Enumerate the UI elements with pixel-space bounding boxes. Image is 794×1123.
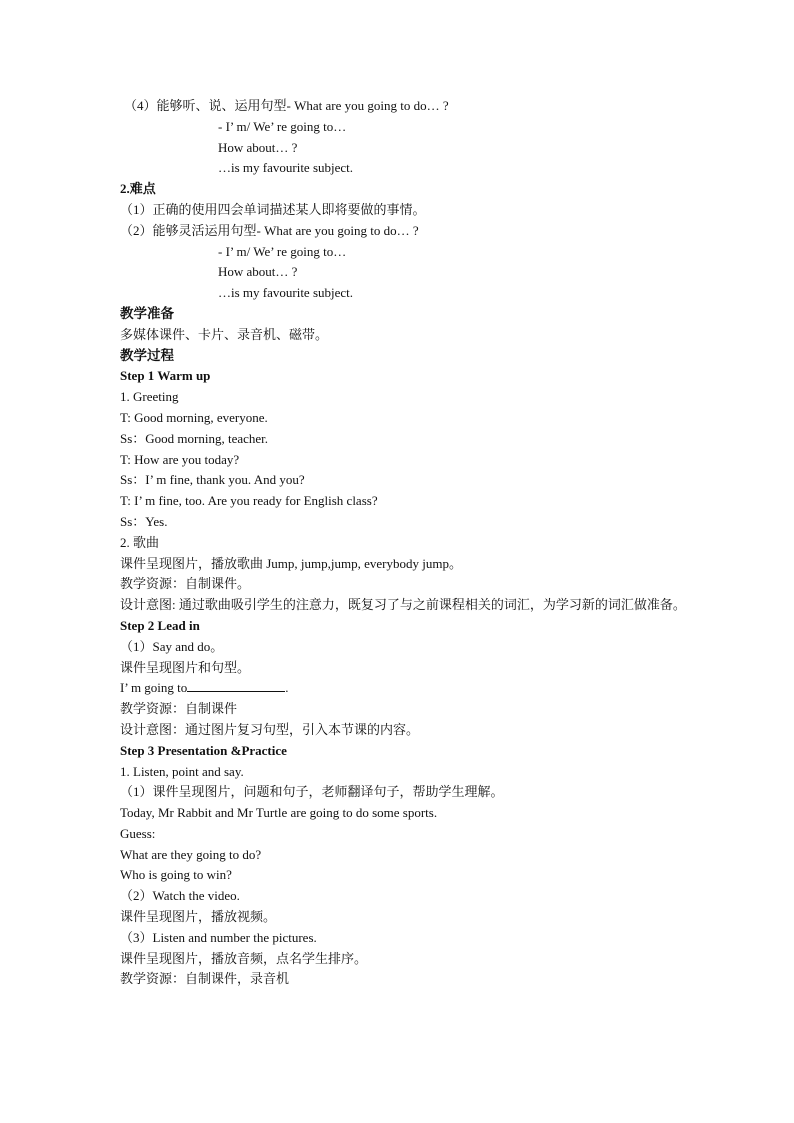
text-line: - I’ m/ We’ re going to… bbox=[218, 118, 347, 134]
text-line: Guess: bbox=[120, 825, 156, 841]
text-line: 教学资源：自制课件。 bbox=[120, 576, 251, 592]
text-line: …is my favourite subject. bbox=[218, 285, 354, 301]
text-line: How about… ? bbox=[218, 139, 298, 155]
text-line: 教学过程 bbox=[120, 347, 174, 363]
text-line: 课件呈现图片，播放视频。 bbox=[120, 909, 277, 925]
text-line: 1. Greeting bbox=[120, 389, 179, 405]
text-line: Ss：Good morning, teacher. bbox=[120, 430, 269, 446]
text-line: （3）Listen and number the pictures. bbox=[120, 929, 317, 945]
text-line: 2. 歌曲 bbox=[120, 534, 160, 550]
text-line: （4）能够听、说、运用句型- What are you going to do… ? bbox=[124, 98, 449, 113]
text-line: T: Good morning, everyone. bbox=[120, 409, 268, 425]
text-line: Who is going to win? bbox=[120, 867, 232, 883]
text-line: 教学准备 bbox=[120, 305, 174, 321]
text-line: 课件呈现图片和句型。 bbox=[120, 659, 251, 675]
blank-suffix: . bbox=[285, 680, 289, 696]
text-line bbox=[120, 678, 700, 699]
text-line: What are they going to do? bbox=[120, 846, 262, 862]
text-line: Step 1 Warm up bbox=[120, 368, 211, 384]
text-line: T: How are you today? bbox=[120, 451, 240, 467]
text-line: （2）能够灵活运用句型- What are you going to do… ? bbox=[120, 222, 419, 238]
text-line: 教学资源：自制课件 bbox=[120, 701, 238, 717]
text-line: Ss：I’ m fine, thank you. And you? bbox=[120, 472, 305, 488]
fill-in-blank bbox=[187, 678, 285, 692]
text-line: 教学资源：自制课件，录音机 bbox=[120, 971, 290, 987]
text-line: 多媒体课件、卡片、录音机、磁带。 bbox=[120, 326, 329, 342]
text-line: （2）Watch the video. bbox=[120, 888, 240, 904]
text-line: 课件呈现图片，播放歌曲 Jump, jump,jump, everybody jump。 bbox=[120, 555, 462, 571]
text-line: 1. Listen, point and say. bbox=[120, 763, 244, 779]
text-line: Today, Mr Rabbit and Mr Turtle are going to do some sports. bbox=[120, 805, 438, 821]
text-line: （1）课件呈现图片，问题和句子，老师翻译句子，帮助学生理解。 bbox=[120, 784, 504, 800]
text-line: Step 2 Lead in bbox=[120, 617, 200, 633]
text-line: 设计意图：通过图片复习句型，引入本节课的内容。 bbox=[120, 721, 420, 737]
text-line: Ss：Yes. bbox=[120, 513, 168, 529]
text-line: - I’ m/ We’ re going to… bbox=[218, 243, 347, 259]
blank-line-text: I’ m going to bbox=[120, 680, 188, 696]
text-line: 2.难点 bbox=[120, 181, 156, 197]
text-line: Step 3 Presentation &Practice bbox=[120, 742, 287, 758]
text-line: T: I’ m fine, too. Are you ready for English class? bbox=[120, 493, 378, 509]
document-body bbox=[120, 96, 700, 990]
text-line: （1）Say and do。 bbox=[120, 638, 224, 654]
text-line: 设计意图: 通过歌曲吸引学生的注意力，既复习了与之前课程相关的词汇，为学习新的词汇做准备。 bbox=[120, 597, 686, 613]
text-line: 课件呈现图片，播放音频，点名学生排序。 bbox=[120, 950, 368, 966]
text-line: （1）正确的使用四会单词描述某人即将要做的事情。 bbox=[120, 201, 426, 217]
text-line: How about… ? bbox=[218, 264, 298, 280]
text-line: …is my favourite subject. bbox=[218, 160, 354, 176]
